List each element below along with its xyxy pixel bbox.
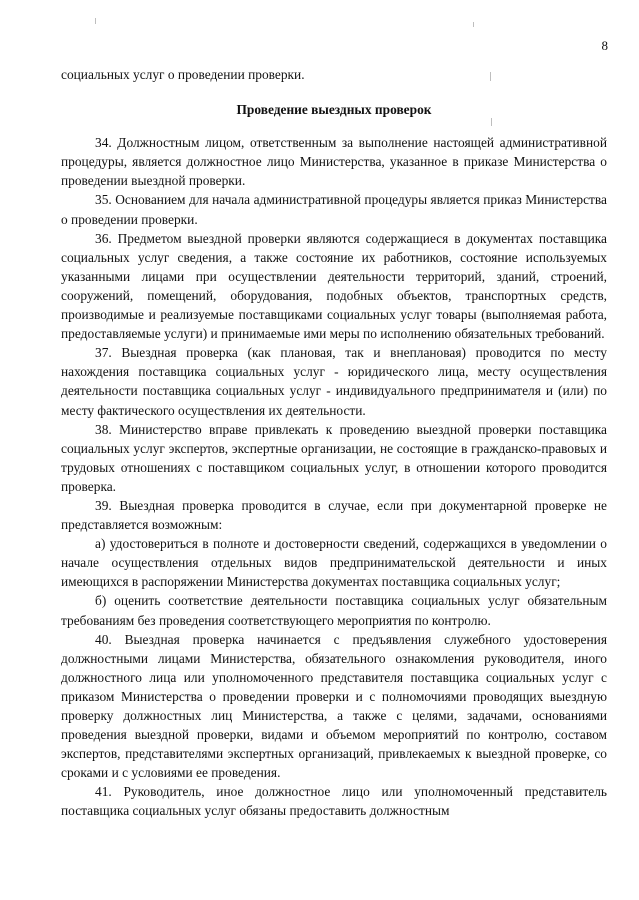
- list-item-b: б) оценить соответствие деятельности поставщика социальных услуг обязательным требованиям без проведения соответствующего мероприятия по контролю.: [61, 593, 607, 628]
- scan-speck: [473, 22, 474, 27]
- paragraph-35: 35. Основанием для начала административной процедуры является приказ Министерства о проведении проверки.: [61, 192, 607, 227]
- list-item-a: а) удостовериться в полноте и достоверности сведений, содержащихся в уведомлении о начале осуществления отдельных видов предпринимательской деятельности и иных имеющихся в распоряжении Министерства документах поставщика социальных услуг;: [61, 536, 607, 590]
- carryover-line: социальных услуг о проведении проверки.: [61, 67, 305, 82]
- paragraph-41: 41. Руководитель, иное должностное лицо или уполномоченный представитель поставщика социальных услуг обязаны предоставить должностным: [61, 784, 607, 819]
- paragraph-39: 39. Выездная проверка проводится в случае, если при документарной проверке не представляется возможным:: [61, 497, 607, 533]
- scan-speck: [95, 18, 96, 24]
- document-body: [61, 65, 607, 821]
- paragraph-36: 36. Предметом выездной проверки являются содержащиеся в документах поставщика социальных услуг сведения, а также состояние их работников, состояние используемых указанными лицами при осуществлении деятельности территорий, зданий, строений, сооружений, помещений, оборудования, подобных объектов, транспортных средств, производимые и реализуемые поставщиками социальных услуг товары (выполняемая работа, предоставляемые услуги) и принимаемые ими меры по исполнению обязательных требований.: [61, 230, 607, 342]
- paragraph-40: 40. Выездная проверка начинается с предъявления служебного удостоверения должностными лицами Министерства, обязательного ознакомления руководителя, иного должностного лица или уполномоченного представителя поставщика социальных услуг с приказом Министерства о проведении проверки и с полномочиями проводящих выездную проверку должностных лиц Министерства, а также с целями, задачами, основаниями проведения выездной проверки, видами и объемом мероприятий по контролю, составом экспертов, представителями экспертных организаций, привлекаемых к выездной проверке, со сроками и с условиями ее проведения.: [61, 631, 607, 781]
- paragraph-38: 38. Министерство вправе привлекать к проведению выездной проверки поставщика социальных услуг экспертов, экспертные организации, не состоящие в гражданско-правовых и трудовых отношениях с поставщиком социальных услуг, в отношении которого проводится проверка.: [61, 421, 607, 494]
- page-number: 8: [601, 38, 608, 53]
- paragraph-34: 34. Должностным лицом, ответственным за выполнение настоящей административной процедуры, является должностное лицо Министерства, указанное в приказе Министерства о проведении выездной проверки.: [61, 135, 607, 189]
- section-heading: Проведение выездных проверок: [236, 102, 432, 118]
- paragraph-37: 37. Выездная проверка (как плановая, так и внеплановая) проводится по месту нахождения поставщика социальных услуг - юридического лица, месту осуществления деятельности поставщика социальных услуг - индивидуального предпринимателя и (или) по месту фактического осуществления их деятельности.: [61, 345, 607, 418]
